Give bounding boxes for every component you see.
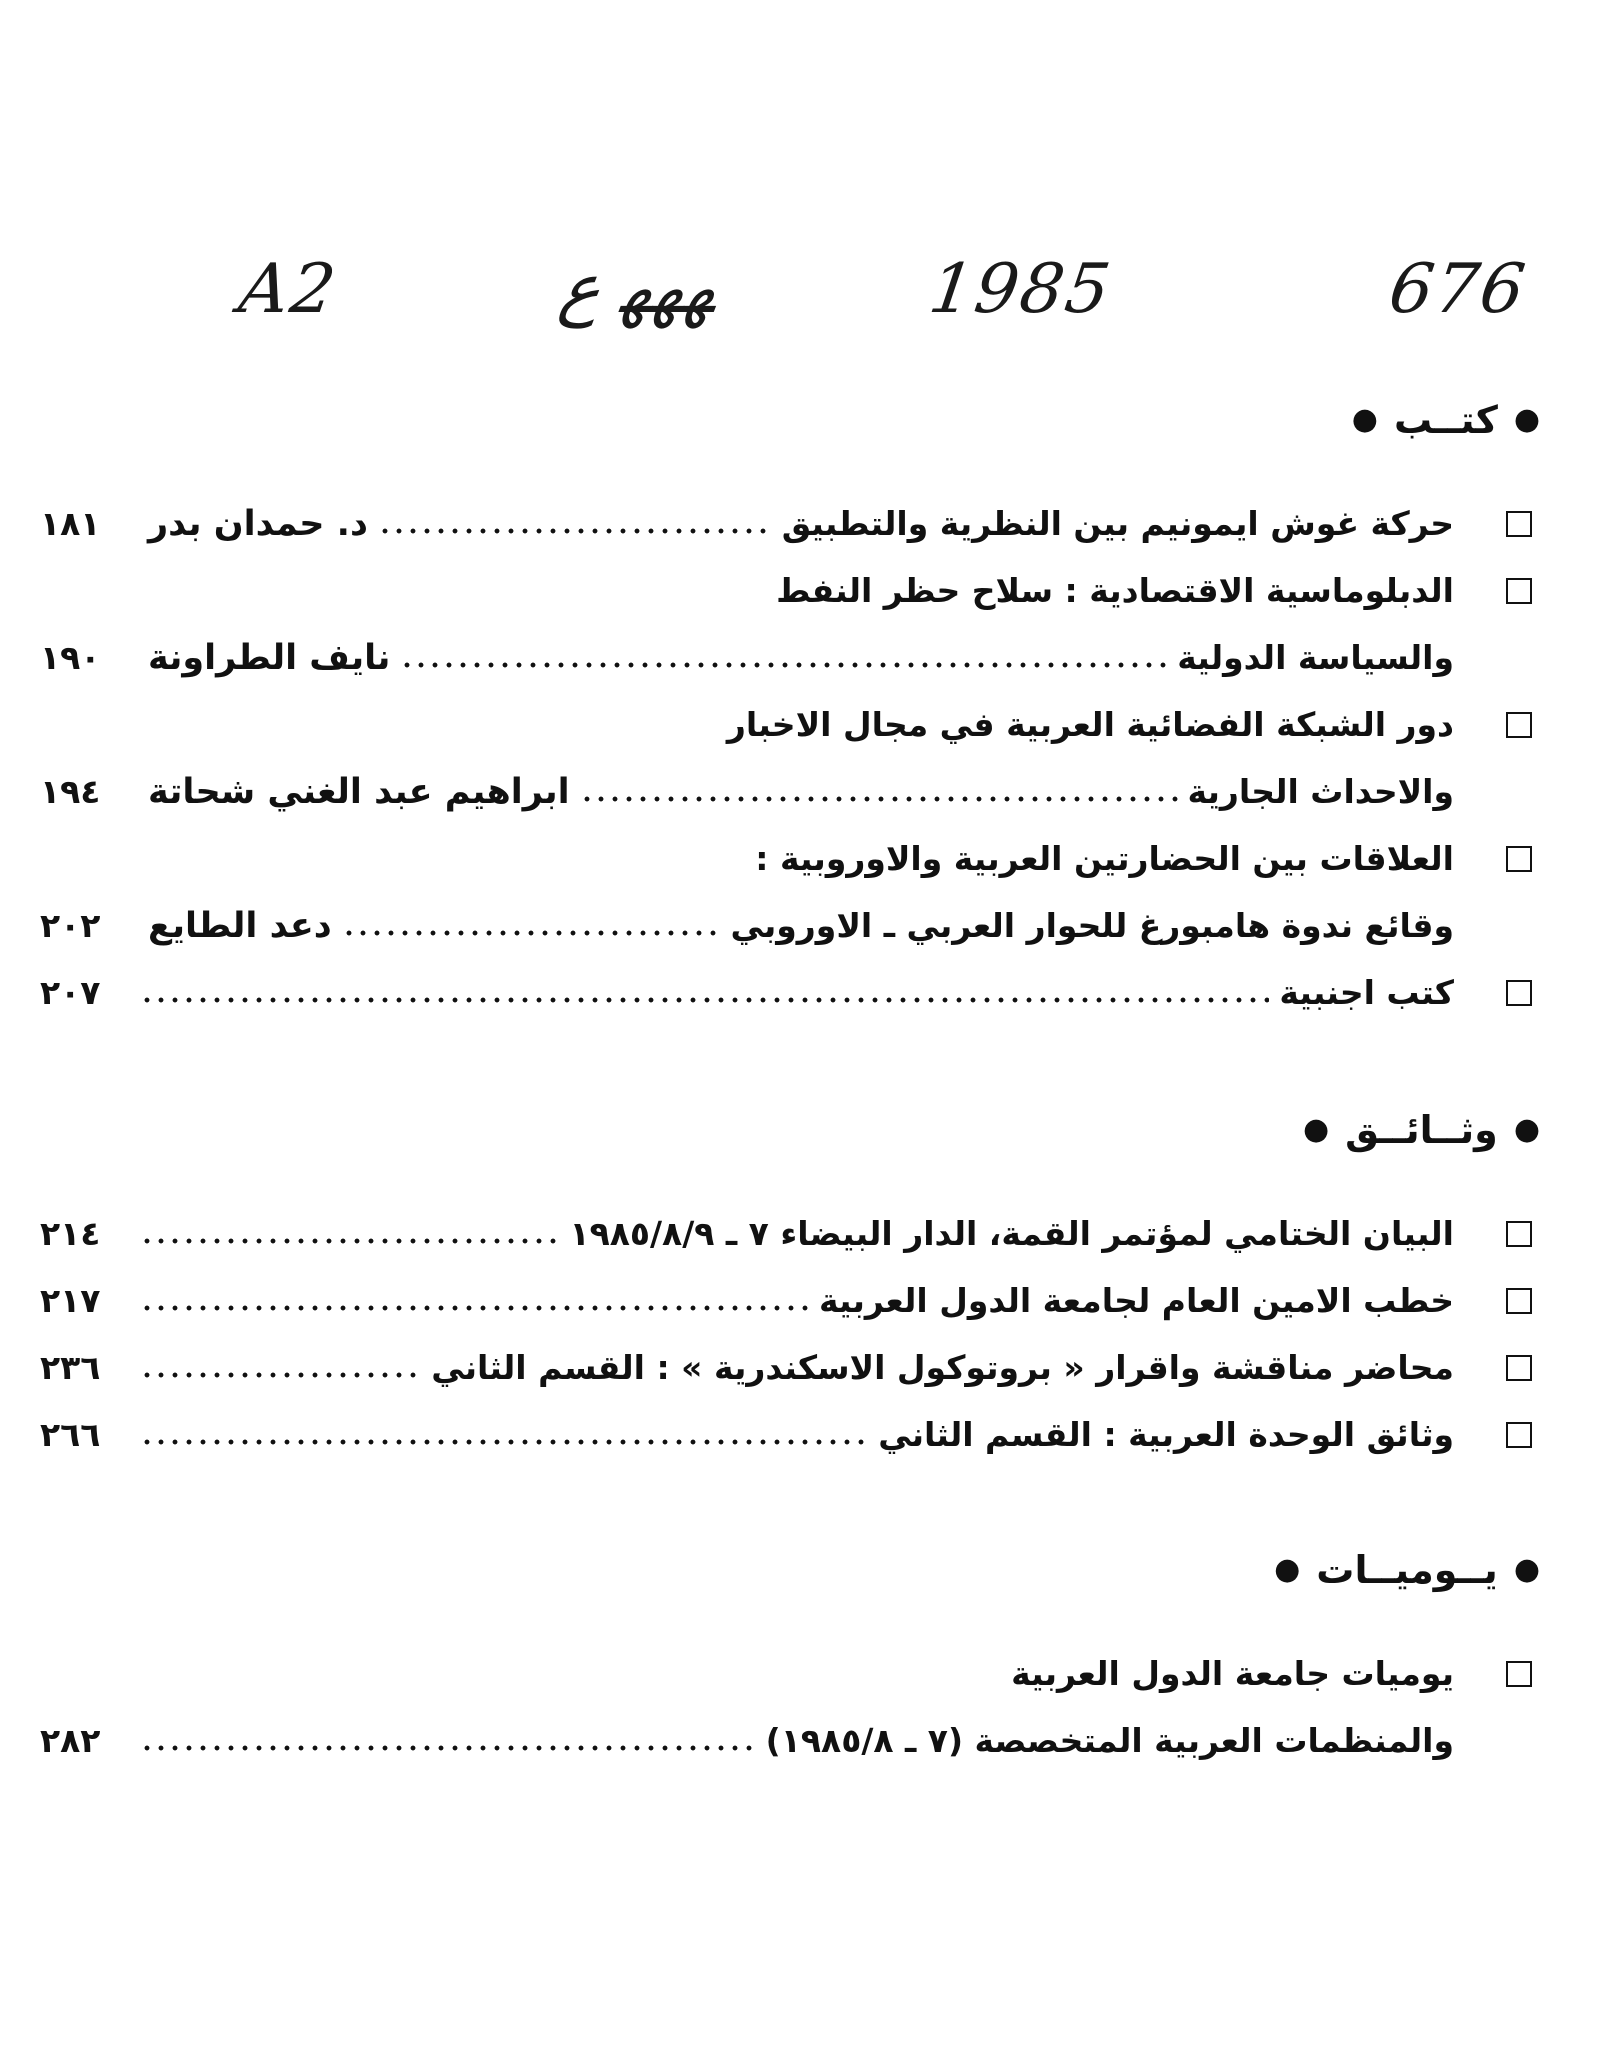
dot-leader bbox=[140, 1744, 756, 1752]
toc-line bbox=[40, 1200, 1540, 1267]
entry-page: ٢٦٦ bbox=[40, 1415, 101, 1454]
entry-page: ٢٠٧ bbox=[40, 973, 101, 1012]
toc-line bbox=[40, 959, 1540, 1026]
entry-author: ابراهيم عبد الغني شحاتة bbox=[148, 771, 570, 812]
entry-title: كتب اجنبية bbox=[1279, 973, 1454, 1012]
toc-line bbox=[40, 1334, 1540, 1401]
checkbox-icon[interactable] bbox=[1506, 578, 1532, 604]
section-heading bbox=[40, 1540, 1540, 1600]
checkbox-icon[interactable] bbox=[1506, 1422, 1532, 1448]
entry-page: ٢١٧ bbox=[40, 1281, 101, 1320]
bullet-icon: ● bbox=[1302, 1112, 1330, 1147]
toc-entry[interactable] bbox=[40, 1401, 1540, 1468]
section-heading bbox=[40, 390, 1540, 450]
toc-line bbox=[40, 758, 1540, 825]
section-documents bbox=[40, 1100, 1540, 1468]
entry-title: خطب الامين العام لجامعة الدول العربية bbox=[819, 1281, 1454, 1320]
bullet-icon: ● bbox=[1274, 1552, 1301, 1587]
checkbox-icon[interactable] bbox=[1506, 712, 1532, 738]
entry-title: والمنظمات العربية المتخصصة (٧ ـ ١٩٨٥/٨) bbox=[765, 1721, 1454, 1760]
entry-title: العلاقات بين الحضارتين العربية والاوروبية : bbox=[755, 839, 1454, 878]
checkbox-icon[interactable] bbox=[1506, 1661, 1532, 1687]
toc-line bbox=[40, 1640, 1540, 1707]
checkbox-icon[interactable] bbox=[1506, 980, 1532, 1006]
entry-title: البيان الختامي لمؤتمر القمة، الدار البيضاء ٧ ـ ١٩٨٥/٨/٩ bbox=[569, 1214, 1454, 1253]
toc-entry[interactable] bbox=[40, 825, 1540, 959]
toc-entry[interactable] bbox=[40, 557, 1540, 691]
toc-entry[interactable] bbox=[40, 691, 1540, 825]
toc-entry[interactable] bbox=[40, 959, 1540, 1026]
checkbox-icon[interactable] bbox=[1506, 1288, 1532, 1314]
section-title: يــوميــات bbox=[1316, 1548, 1498, 1592]
entry-title: وثائق الوحدة العربية : القسم الثاني bbox=[878, 1415, 1454, 1454]
bullet-icon: ● bbox=[1513, 402, 1540, 437]
toc-entry[interactable] bbox=[40, 490, 1540, 557]
toc-line bbox=[40, 892, 1540, 959]
entry-author: دعد الطايع bbox=[148, 905, 332, 946]
entry-title: حركة غوش ايمونيم بين النظرية والتطبيق bbox=[781, 504, 1454, 543]
entry-title: محاضر مناقشة واقرار « بروتوكول الاسكندرية » : القسم الثاني bbox=[431, 1348, 1454, 1387]
checkbox-icon[interactable] bbox=[1506, 1221, 1532, 1247]
entry-page: ١٨١ bbox=[40, 504, 101, 543]
handwritten-note-1: A2 bbox=[234, 250, 342, 329]
entry-title: الدبلوماسية الاقتصادية : سلاح حظر النفط bbox=[776, 571, 1454, 610]
entry-title: والسياسة الدولية bbox=[1177, 638, 1454, 677]
entry-page: ٢٠٢ bbox=[40, 906, 101, 945]
entry-title: يوميات جامعة الدول العربية bbox=[1011, 1654, 1454, 1693]
toc-entry[interactable] bbox=[40, 1640, 1540, 1774]
toc-line bbox=[40, 825, 1540, 892]
section-books bbox=[40, 390, 1540, 1026]
dot-leader bbox=[342, 929, 721, 937]
section-diaries bbox=[40, 1540, 1540, 1774]
toc-entry[interactable] bbox=[40, 1267, 1540, 1334]
entry-page: ٢١٤ bbox=[40, 1214, 101, 1253]
entry-page: ٢٣٦ bbox=[40, 1348, 101, 1387]
dot-leader bbox=[140, 1304, 809, 1312]
handwritten-note-2: ﻬﻬﻬ ع bbox=[554, 250, 722, 329]
dot-leader bbox=[580, 795, 1178, 803]
toc-entry[interactable] bbox=[40, 1200, 1540, 1267]
section-title: كتــب bbox=[1393, 398, 1498, 442]
toc-line bbox=[40, 557, 1540, 624]
toc-line bbox=[40, 1401, 1540, 1468]
entry-title: دور الشبكة الفضائية العربية في مجال الاخبار bbox=[726, 705, 1454, 744]
toc-entry[interactable] bbox=[40, 1334, 1540, 1401]
dot-leader bbox=[400, 661, 1167, 669]
entry-title: والاحداث الجارية bbox=[1187, 772, 1454, 811]
toc-line bbox=[40, 1267, 1540, 1334]
checkbox-icon[interactable] bbox=[1506, 511, 1532, 537]
entry-page: ١٩٠ bbox=[40, 638, 101, 677]
entry-author: د. حمدان بدر bbox=[148, 503, 368, 544]
dot-leader bbox=[140, 1237, 559, 1245]
bullet-icon: ● bbox=[1513, 1552, 1540, 1587]
dot-leader bbox=[140, 1438, 868, 1446]
handwritten-note-4: 676 bbox=[1384, 250, 1532, 329]
section-title: وثــائــق bbox=[1345, 1108, 1498, 1152]
checkbox-icon[interactable] bbox=[1506, 846, 1532, 872]
toc-line bbox=[40, 490, 1540, 557]
dot-leader bbox=[140, 1371, 421, 1379]
bullet-icon: ● bbox=[1513, 1112, 1540, 1147]
dot-leader bbox=[140, 996, 1269, 1004]
toc-line bbox=[40, 1707, 1540, 1774]
dot-leader bbox=[378, 527, 772, 535]
bullet-icon: ● bbox=[1351, 402, 1378, 437]
toc-line bbox=[40, 624, 1540, 691]
handwritten-note-3: 1985 bbox=[924, 250, 1117, 329]
entry-title: وقائع ندوة هامبورغ للحوار العربي ـ الاوروبي bbox=[730, 906, 1454, 945]
checkbox-icon[interactable] bbox=[1506, 1355, 1532, 1381]
section-heading bbox=[40, 1100, 1540, 1160]
entry-page: ١٩٤ bbox=[40, 772, 101, 811]
entry-author: نايف الطراونة bbox=[148, 637, 391, 678]
toc-line bbox=[40, 691, 1540, 758]
entry-page: ٢٨٢ bbox=[40, 1721, 101, 1760]
